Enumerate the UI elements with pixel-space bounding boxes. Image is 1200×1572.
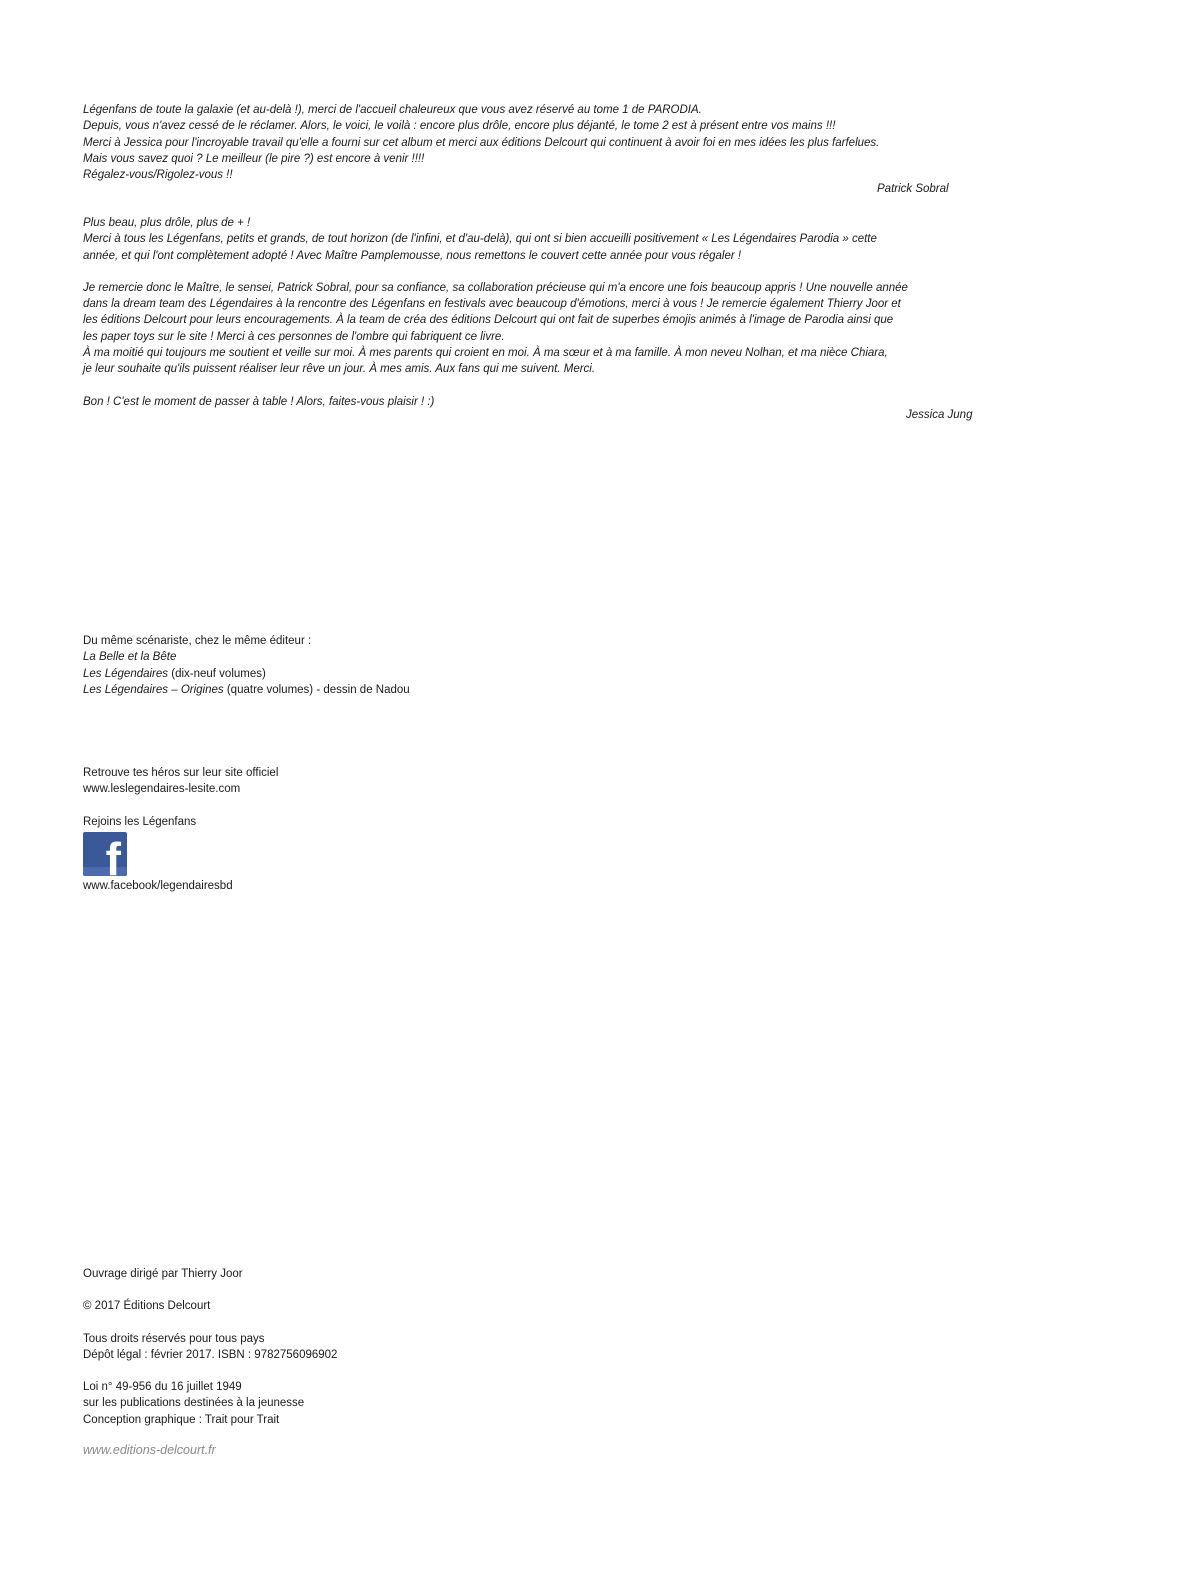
preface-line: Plus beau, plus drôle, plus de + ! bbox=[83, 217, 251, 229]
preface-jung bbox=[83, 215, 993, 410]
facebook-icon: f bbox=[83, 832, 127, 876]
law-line: Loi n° 49-956 du 16 juillet 1949 bbox=[83, 1381, 242, 1393]
signature-sobral: Patrick Sobral bbox=[877, 183, 949, 195]
colophon-rights bbox=[83, 1331, 337, 1364]
colophon-law bbox=[83, 1379, 304, 1428]
facebook-url: www.facebook/legendairesbd bbox=[83, 880, 233, 892]
preface-line: Régalez-vous/Rigolez-vous !! bbox=[83, 169, 233, 182]
preface-line: Légenfans de toute la galaxie (et au-delà !), merci de l'accueil chaleureux que vous avez réservé au tome 1 de PARODIA. bbox=[83, 104, 702, 116]
book-note: (quatre volumes) - dessin de Nadou bbox=[223, 683, 410, 696]
preface-line: Merci à tous les Légenfans, petits et grands, de tout horizon (de l'infini, et d'au-delà), qui ont si bien accueilli positivement « Les Légendaires Parodia » cette bbox=[83, 233, 877, 246]
book-title: Les Légendaires bbox=[83, 667, 169, 680]
book-title: La Belle et la Bête bbox=[83, 651, 177, 664]
preface-line: Je remercie donc le Maître, le sensei, Patrick Sobral, pour sa confiance, sa collaboration précieuse qui m'a encore une fois beaucoup appris ! Une nouvelle année bbox=[83, 281, 908, 294]
preface-line: Merci à Jessica pour l'incroyable travail qu'elle a fourni sur cet album et merci aux éditions Delcourt qui continuent à avoir foi en mes idées les plus farfelues. bbox=[83, 136, 880, 149]
preface-line: Depuis, vous n'avez cessé de le réclamer. Alors, le voici, le voilà : encore plus drôle, encore plus déjanté, le tome 2 est à présent entre vos mains !!! bbox=[83, 120, 836, 133]
preface-line: année, et qui l'ont complètement adopté ! Avec Maître Pamplemousse, nous remettons le couvert cette année pour vous régaler ! bbox=[83, 249, 742, 262]
book-item bbox=[83, 649, 410, 665]
preface-line: je leur souhaite qu'ils puissent réaliser leur rêve un jour. À mes amis. Aux fans qui me suivent. Merci. bbox=[83, 363, 596, 376]
book-item bbox=[83, 682, 410, 698]
preface-line: Mais vous savez quoi ? Le meilleur (le pire ?) est encore à venir !!!! bbox=[83, 152, 425, 165]
official-site bbox=[83, 765, 278, 798]
preface-line: À ma moitié qui toujours me soutient et veille sur moi. À mes parents qui croient en moi. À ma sœur et à ma famille. À mon neveu Nolhan, et ma nièce Chiara, bbox=[83, 347, 888, 360]
site-intro: Retrouve tes héros sur leur site officiel bbox=[83, 767, 279, 779]
design-line: Conception graphique : Trait pour Trait bbox=[83, 1413, 280, 1426]
book-title: Les Légendaires – Origines bbox=[83, 683, 224, 696]
preface-sobral bbox=[83, 102, 983, 183]
colophon-director: Ouvrage dirigé par Thierry Joor bbox=[83, 1268, 243, 1280]
preface-line: les éditions Delcourt pour leurs encouragements. À la team de créa des éditions Delcourt qui ont fait de superbes émojis animés à l'image de Parodia ainsi que bbox=[83, 314, 894, 327]
publisher-website: www.editions-delcourt.fr bbox=[83, 1443, 216, 1457]
signature-jung: Jessica Jung bbox=[906, 409, 973, 421]
bibliography-heading: Du même scénariste, chez le même éditeur : bbox=[83, 635, 312, 647]
book-item bbox=[83, 666, 410, 682]
preface-line: dans la dream team des Légendaires à la rencontre des Légenfans en festivals avec beaucoup d'émotions, merci à vous ! Je remercie également Thierry Joor et bbox=[83, 298, 901, 311]
fans-intro: Rejoins les Légenfans bbox=[83, 816, 197, 828]
law-line: sur les publications destinées à la jeunesse bbox=[83, 1397, 305, 1410]
preface-line: les paper toys sur le site ! Merci à ces personnes de l'ombre qui fabriquent ce livre. bbox=[83, 330, 505, 343]
bibliography bbox=[83, 633, 410, 698]
legal-line: Dépôt légal : février 2017. ISBN : 9782756096902 bbox=[83, 1349, 338, 1362]
colophon-copyright: © 2017 Éditions Delcourt bbox=[83, 1300, 211, 1312]
site-url: www.leslegendaires-lesite.com bbox=[83, 783, 241, 796]
preface-line: Bon ! C'est le moment de passer à table ! Alors, faites-vous plaisir ! :) bbox=[83, 395, 435, 408]
rights-line: Tous droits réservés pour tous pays bbox=[83, 1333, 265, 1345]
book-note: (dix-neuf volumes) bbox=[168, 667, 266, 680]
